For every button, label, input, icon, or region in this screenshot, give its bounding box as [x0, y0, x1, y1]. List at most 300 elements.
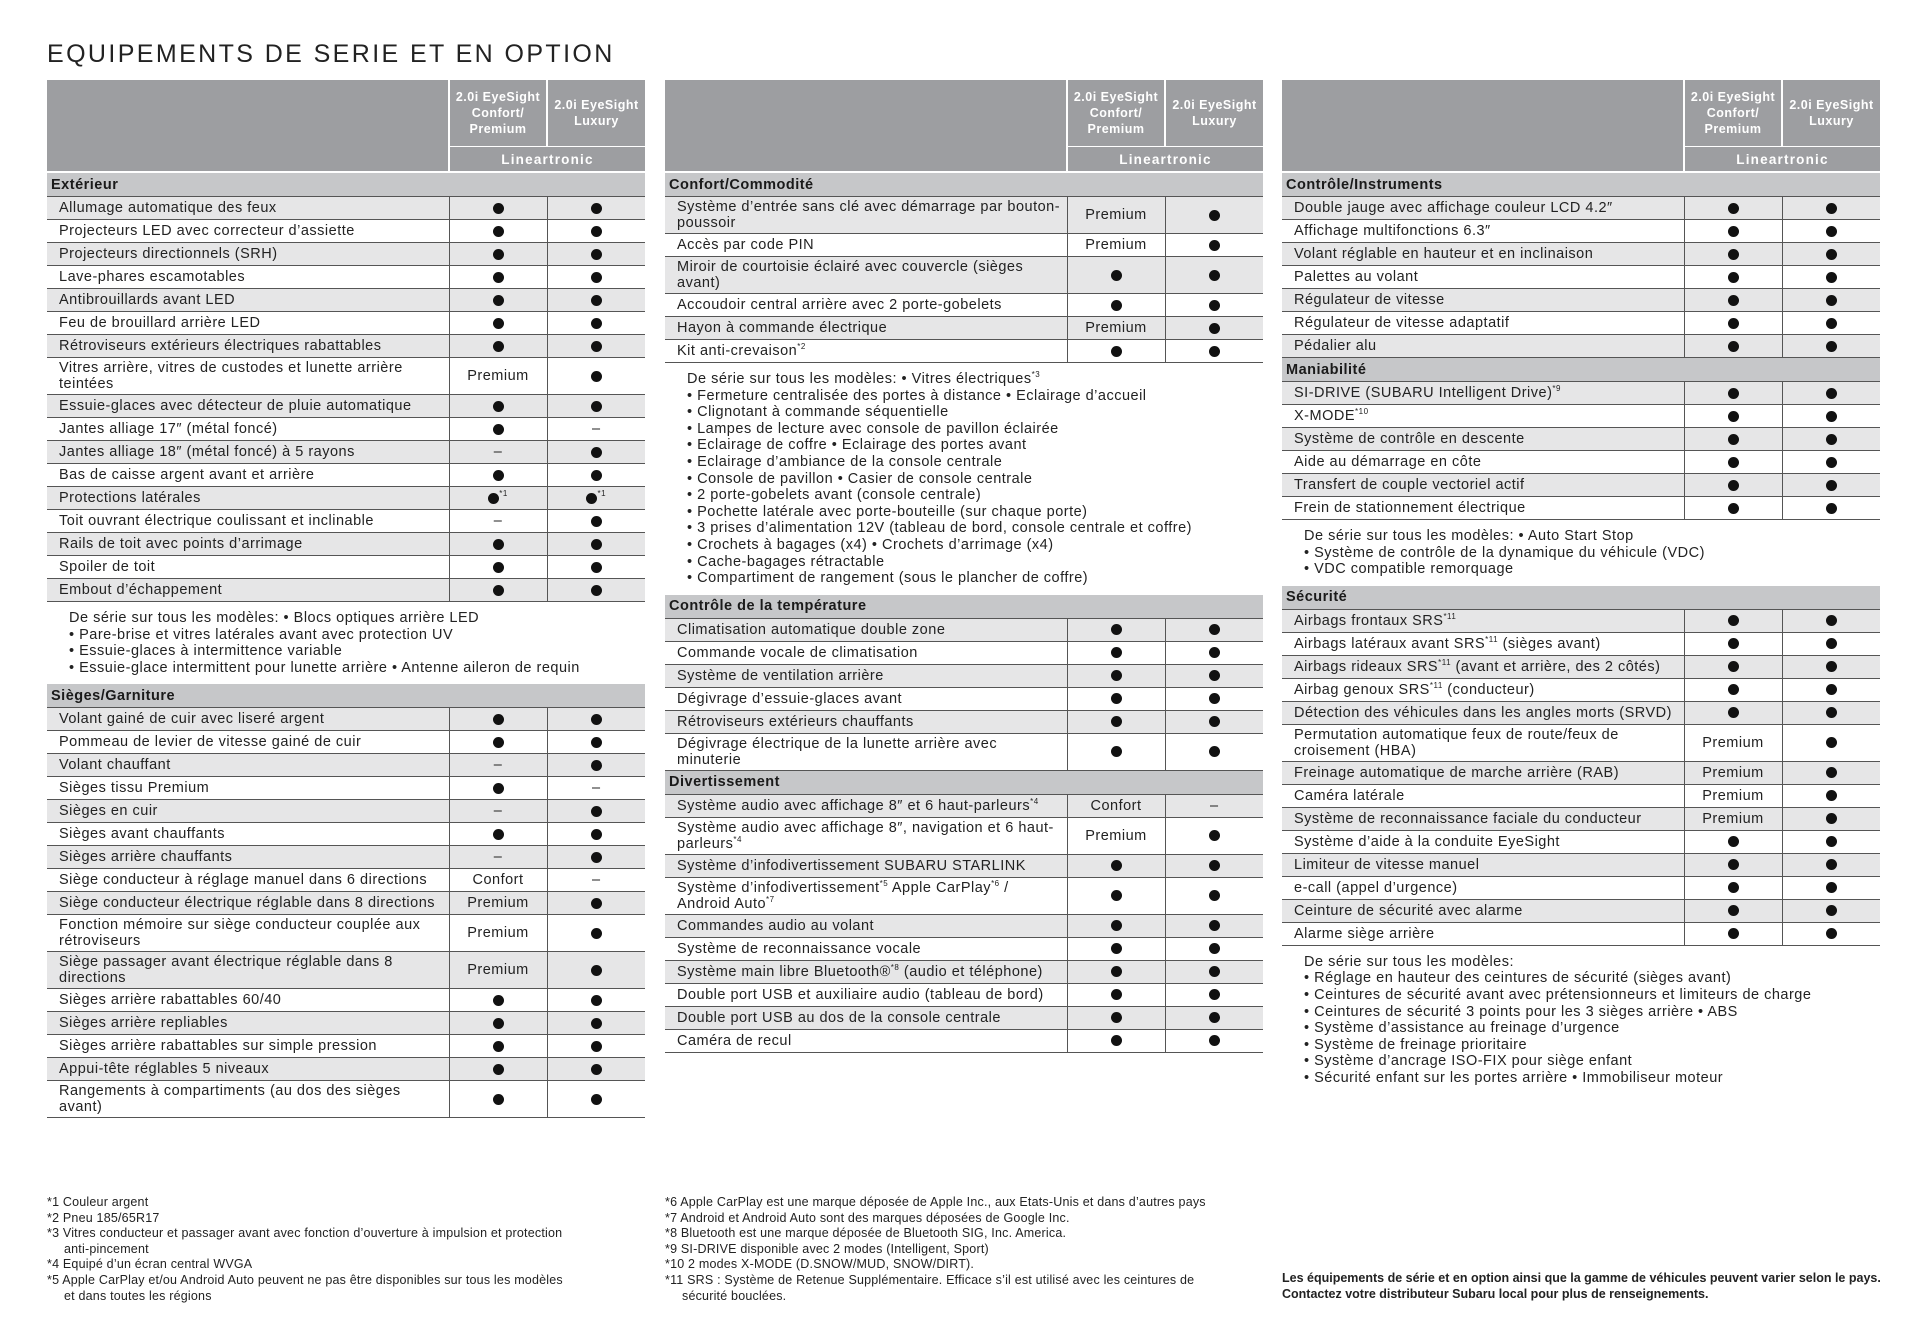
value-confort-premium: Premium — [449, 892, 547, 915]
included-dot-icon — [591, 852, 602, 863]
included-dot-icon — [1826, 684, 1837, 695]
included-dot-icon — [1826, 615, 1837, 626]
table-row — [665, 794, 1263, 817]
included-dot-icon — [493, 272, 504, 283]
table-row — [665, 817, 1263, 854]
table-row — [47, 335, 645, 358]
feature-name: Commandes audio au volant — [665, 914, 1067, 937]
included-dot-icon — [493, 318, 504, 329]
value-luxury — [547, 800, 645, 823]
feature-name: Sièges arrière rabattables sur simple pression — [47, 1035, 449, 1058]
value-confort-premium — [1067, 1029, 1165, 1052]
value-confort-premium — [449, 197, 547, 220]
footnote-line: *10 2 modes X-MODE (D.SNOW/MUD, SNOW/DIRT). — [665, 1257, 975, 1272]
value-luxury: *1 — [547, 487, 645, 510]
feature-name: Régulateur de vitesse — [1282, 289, 1684, 312]
footnote-line: *1 Couleur argent — [47, 1195, 149, 1209]
included-dot-icon — [1111, 716, 1122, 727]
footnote-line: *2 Pneu 185/65R17 — [47, 1210, 160, 1225]
included-dot-icon — [591, 1064, 602, 1075]
table-row — [665, 733, 1263, 770]
value-confort-premium — [449, 418, 547, 441]
feature-name: Rangements à compartiments (au dos des sièges avant) — [47, 1081, 449, 1118]
value-confort-premium — [449, 1012, 547, 1035]
value-confort-premium — [1684, 335, 1782, 358]
included-dot-icon — [1111, 746, 1122, 757]
included-dot-icon — [591, 341, 602, 352]
section-title: Contrôle/Instruments — [1282, 173, 1880, 197]
included-dot-icon — [1111, 670, 1122, 681]
value-luxury — [547, 708, 645, 731]
included-dot-icon — [1728, 272, 1739, 283]
feature-name: Aide au démarrage en côte — [1282, 451, 1684, 474]
spec-column-3 — [1282, 80, 1880, 1095]
value-luxury — [1782, 853, 1880, 876]
included-dot-icon — [493, 714, 504, 725]
value-luxury: – — [547, 869, 645, 892]
feature-name: Permutation automatique feux de route/feux de croisement (HBA) — [1282, 724, 1684, 761]
included-dot-icon — [1826, 661, 1837, 672]
table-row — [47, 731, 645, 754]
value-confort-premium — [1684, 405, 1782, 428]
included-dot-icon — [1826, 457, 1837, 468]
feature-name: Système audio avec affichage 8″, navigation et 6 haut-parleurs$^{*4}$ — [665, 817, 1067, 854]
footnote-line: *8 Bluetooth est une marque déposée de Bluetooth SIG, Inc. America. — [665, 1226, 1067, 1241]
feature-name: Climatisation automatique double zone — [665, 618, 1067, 641]
table-row — [47, 556, 645, 579]
included-dot-icon — [1209, 716, 1220, 727]
feature-name: Double jauge avec affichage couleur LCD 4.2″ — [1282, 197, 1684, 220]
value-confort-premium — [1684, 678, 1782, 701]
disclaimer: Les équipements de série et en option ainsi que la gamme de véhicules peuvent varier selon le pays. Contactez votre distributeur Subaru local pour plus de renseignements. — [1282, 1271, 1881, 1301]
table-row — [1282, 451, 1880, 474]
table-row — [47, 487, 645, 510]
included-dot-icon — [1728, 480, 1739, 491]
value-confort-premium — [1067, 257, 1165, 294]
value-luxury — [1782, 405, 1880, 428]
table-row — [665, 234, 1263, 257]
table-row — [1282, 807, 1880, 830]
included-dot-icon — [1728, 341, 1739, 352]
value-confort-premium — [1684, 220, 1782, 243]
table-row — [47, 395, 645, 418]
table-row — [47, 823, 645, 846]
included-dot-icon — [1728, 707, 1739, 718]
table-row — [665, 877, 1263, 914]
feature-name: Système de contrôle en descente — [1282, 428, 1684, 451]
included-dot-icon — [1826, 434, 1837, 445]
feature-name: Système audio avec affichage 8″ et 6 haut-parleurs$^{*4}$ — [665, 794, 1067, 817]
included-dot-icon — [591, 1094, 602, 1105]
table-row — [47, 869, 645, 892]
included-dot-icon — [1826, 767, 1837, 778]
included-dot-icon — [1111, 346, 1122, 357]
value-luxury — [547, 846, 645, 869]
value-luxury — [547, 266, 645, 289]
feature-name: Allumage automatique des feux — [47, 197, 449, 220]
included-dot-icon — [1826, 737, 1837, 748]
value-luxury — [547, 395, 645, 418]
included-dot-icon — [1826, 295, 1837, 306]
feature-name: e-call (appel d’urgence) — [1282, 876, 1684, 899]
table-row — [47, 800, 645, 823]
variant-header-luxury: 2.0i EyeSight Luxury — [1782, 80, 1880, 147]
included-dot-icon — [1728, 503, 1739, 514]
value-luxury — [547, 464, 645, 487]
included-dot-icon — [1111, 1012, 1122, 1023]
table-row — [665, 664, 1263, 687]
table-row — [1282, 220, 1880, 243]
feature-name: Régulateur de vitesse adaptatif — [1282, 312, 1684, 335]
value-luxury — [1782, 266, 1880, 289]
included-dot-icon — [1826, 638, 1837, 649]
value-confort-premium — [1684, 899, 1782, 922]
included-dot-icon — [493, 424, 504, 435]
value-luxury — [1165, 914, 1263, 937]
value-luxury: – — [547, 418, 645, 441]
table-row — [47, 441, 645, 464]
note-line: De série sur tous les modèles: — [1304, 953, 1515, 970]
footnotes-middle — [665, 1195, 1206, 1304]
note-line: • Eclairage de coffre • Eclairage des portes avant — [687, 437, 1027, 454]
value-confort-premium — [1067, 687, 1165, 710]
included-dot-icon — [493, 562, 504, 573]
value-confort-premium: Premium — [1684, 807, 1782, 830]
value-luxury — [1165, 877, 1263, 914]
value-luxury — [547, 915, 645, 952]
included-dot-icon — [1209, 746, 1220, 757]
included-dot-icon — [493, 249, 504, 260]
value-luxury — [1782, 197, 1880, 220]
included-dot-icon — [591, 470, 602, 481]
feature-name: Jantes alliage 18″ (métal foncé) à 5 rayons — [47, 441, 449, 464]
feature-name: Projecteurs LED avec correcteur d’assiette — [47, 220, 449, 243]
included-dot-icon — [1111, 989, 1122, 1000]
footnote-line: *7 Android et Android Auto sont des marques déposées de Google Inc. — [665, 1210, 1070, 1225]
feature-name: Appui-tête réglables 5 niveaux — [47, 1058, 449, 1081]
included-dot-icon — [1728, 203, 1739, 214]
value-confort-premium: Premium — [449, 358, 547, 395]
value-luxury — [1165, 664, 1263, 687]
included-dot-icon — [1826, 905, 1837, 916]
note-line: • Système d’ancrage ISO-FIX pour siège enfant — [1304, 1053, 1633, 1070]
value-confort-premium — [1684, 497, 1782, 520]
note-line: • 3 prises d’alimentation 12V (tableau de bord, console centrale et coffre) — [687, 520, 1192, 537]
table-row — [47, 1058, 645, 1081]
included-dot-icon — [591, 1018, 602, 1029]
value-luxury — [1165, 294, 1263, 317]
value-confort-premium — [1067, 877, 1165, 914]
value-confort-premium: Premium — [449, 952, 547, 989]
included-dot-icon — [1728, 411, 1739, 422]
feature-name: Dégivrage électrique de la lunette arrière avec minuterie — [665, 733, 1067, 770]
note-line: De série sur tous les modèles: • Auto Start Stop — [1304, 528, 1634, 544]
feature-name: Kit anti-crevaison$^{*2}$ — [665, 340, 1067, 363]
note-line: De série sur tous les modèles: • Blocs optiques arrière LED — [69, 610, 480, 626]
value-luxury — [1782, 335, 1880, 358]
included-dot-icon — [1826, 707, 1837, 718]
variant-header-confort-premium: 2.0i EyeSight Confort/ Premium — [1067, 80, 1165, 147]
included-dot-icon — [591, 539, 602, 550]
note-line: • Cache-bagages rétractable — [687, 553, 885, 570]
feature-name: Antibrouillards avant LED — [47, 289, 449, 312]
included-dot-icon — [493, 539, 504, 550]
included-dot-icon — [591, 829, 602, 840]
note-line: • Essuie-glaces à intermittence variable — [69, 643, 343, 660]
note-line: • Compartiment de rangement (sous le plancher de coffre) — [687, 570, 1089, 587]
included-dot-icon — [1111, 270, 1122, 281]
table-row — [1282, 497, 1880, 520]
footnote-line: *5 Apple CarPlay et/ou Android Auto peuvent ne pas être disponibles sur tous les modèles — [47, 1272, 563, 1287]
value-confort-premium — [1067, 960, 1165, 983]
value-confort-premium — [1684, 474, 1782, 497]
value-luxury — [1165, 197, 1263, 234]
note-line: • Ceintures de sécurité avant avec prétensionneurs et limiteurs de charge — [1304, 986, 1812, 1003]
included-dot-icon — [1728, 836, 1739, 847]
value-luxury — [1782, 474, 1880, 497]
value-confort-premium — [1684, 266, 1782, 289]
variant-header-confort-premium: 2.0i EyeSight Confort/ Premium — [1684, 80, 1782, 147]
included-dot-icon — [1826, 813, 1837, 824]
section-title: Divertissement — [665, 770, 1263, 794]
table-row — [47, 266, 645, 289]
feature-name: Siège conducteur à réglage manuel dans 6 directions — [47, 869, 449, 892]
value-luxury — [1782, 807, 1880, 830]
table-row — [47, 1012, 645, 1035]
value-luxury — [1782, 451, 1880, 474]
value-luxury: – — [1165, 794, 1263, 817]
value-luxury — [547, 358, 645, 395]
included-dot-icon — [591, 585, 602, 596]
footnotes-left — [47, 1195, 563, 1304]
table-row — [665, 687, 1263, 710]
value-confort-premium — [449, 243, 547, 266]
value-luxury — [547, 533, 645, 556]
spec-table — [47, 80, 645, 1118]
spec-table — [1282, 80, 1880, 1095]
value-luxury — [1782, 876, 1880, 899]
feature-name: Sièges en cuir — [47, 800, 449, 823]
included-dot-icon — [493, 203, 504, 214]
table-row — [1282, 428, 1880, 451]
included-dot-icon — [1826, 226, 1837, 237]
table-row — [47, 1081, 645, 1118]
value-confort-premium — [1684, 853, 1782, 876]
included-dot-icon — [1826, 790, 1837, 801]
value-confort-premium — [1684, 243, 1782, 266]
included-dot-icon — [1111, 943, 1122, 954]
table-row — [665, 340, 1263, 363]
value-luxury — [1165, 854, 1263, 877]
table-row — [1282, 243, 1880, 266]
note-line: • Réglage en hauteur des ceintures de sécurité (sièges avant) — [1304, 970, 1732, 987]
table-row — [47, 892, 645, 915]
feature-name: Double port USB et auxiliaire audio (tableau de bord) — [665, 983, 1067, 1006]
feature-name: Rétroviseurs extérieurs électriques rabattables — [47, 335, 449, 358]
value-luxury — [1165, 710, 1263, 733]
feature-name: Alarme siège arrière — [1282, 922, 1684, 945]
note-line: • Système de freinage prioritaire — [1304, 1036, 1528, 1053]
header-blank — [665, 80, 1067, 171]
value-luxury — [1165, 733, 1263, 770]
included-dot-icon — [493, 995, 504, 1006]
table-row — [665, 1006, 1263, 1029]
included-dot-icon — [591, 401, 602, 412]
value-luxury — [547, 1058, 645, 1081]
feature-name: Sièges arrière chauffants — [47, 846, 449, 869]
included-dot-icon — [591, 371, 602, 382]
value-confort-premium — [1067, 294, 1165, 317]
table-row — [1282, 335, 1880, 358]
feature-name: Ceinture de sécurité avec alarme — [1282, 899, 1684, 922]
value-luxury — [1782, 497, 1880, 520]
table-row — [1282, 197, 1880, 220]
table-row — [665, 618, 1263, 641]
value-luxury — [547, 892, 645, 915]
note-line: • Fermeture centralisée des portes à distance • Eclairage d’accueil — [687, 387, 1147, 404]
value-luxury — [1782, 243, 1880, 266]
feature-name: Bas de caisse argent avant et arrière — [47, 464, 449, 487]
included-dot-icon — [1111, 647, 1122, 658]
included-dot-icon — [591, 272, 602, 283]
value-confort-premium: Confort — [1067, 794, 1165, 817]
included-dot-icon — [1728, 615, 1739, 626]
value-confort-premium: – — [449, 510, 547, 533]
value-confort-premium: – — [449, 754, 547, 777]
value-luxury — [1782, 220, 1880, 243]
section-title: Extérieur — [47, 173, 645, 197]
included-dot-icon — [1209, 346, 1220, 357]
included-dot-icon — [493, 1094, 504, 1105]
value-luxury — [1165, 618, 1263, 641]
value-luxury — [547, 335, 645, 358]
table-row — [47, 197, 645, 220]
value-confort-premium: Premium — [1684, 784, 1782, 807]
header-blank — [1282, 80, 1684, 171]
included-dot-icon — [1209, 624, 1220, 635]
feature-name: Système de reconnaissance faciale du conducteur — [1282, 807, 1684, 830]
value-luxury — [547, 441, 645, 464]
included-dot-icon — [1209, 1012, 1220, 1023]
included-dot-icon — [1728, 249, 1739, 260]
included-dot-icon — [1826, 411, 1837, 422]
included-dot-icon — [493, 295, 504, 306]
value-confort-premium — [1067, 733, 1165, 770]
included-dot-icon — [1111, 860, 1122, 871]
feature-name: Essuie-glaces avec détecteur de pluie automatique — [47, 395, 449, 418]
included-dot-icon — [1826, 836, 1837, 847]
included-dot-icon — [1826, 388, 1837, 399]
table-row — [665, 983, 1263, 1006]
feature-name: Sièges arrière rabattables 60/40 — [47, 989, 449, 1012]
table-row — [1282, 405, 1880, 428]
feature-name: Système d’entrée sans clé avec démarrage par bouton-poussoir — [665, 197, 1067, 234]
included-dot-icon — [1728, 905, 1739, 916]
table-row — [47, 533, 645, 556]
feature-name: Détection des véhicules dans les angles morts (SRVD) — [1282, 701, 1684, 724]
included-dot-icon — [1209, 890, 1220, 901]
transmission-header: Lineartronic — [449, 147, 645, 172]
table-row — [47, 1035, 645, 1058]
included-dot-icon — [493, 737, 504, 748]
value-confort-premium: *1 — [449, 487, 547, 510]
variant-header-confort-premium: 2.0i EyeSight Confort/ Premium — [449, 80, 547, 147]
included-dot-icon — [1209, 270, 1220, 281]
value-confort-premium: Premium — [1684, 761, 1782, 784]
feature-name: Siège conducteur électrique réglable dans 8 directions — [47, 892, 449, 915]
included-dot-icon — [591, 898, 602, 909]
feature-name: Pommeau de levier de vitesse gainé de cuir — [47, 731, 449, 754]
table-row — [1282, 312, 1880, 335]
variant-header-luxury: 2.0i EyeSight Luxury — [547, 80, 645, 147]
feature-name: Sièges avant chauffants — [47, 823, 449, 846]
value-luxury — [1782, 899, 1880, 922]
value-luxury — [547, 989, 645, 1012]
value-luxury — [1782, 701, 1880, 724]
feature-name: Transfert de couple vectoriel actif — [1282, 474, 1684, 497]
value-confort-premium — [1067, 641, 1165, 664]
value-confort-premium — [449, 708, 547, 731]
value-luxury — [547, 312, 645, 335]
value-luxury — [1165, 983, 1263, 1006]
feature-name: Rails de toit avec points d’arrimage — [47, 533, 449, 556]
spec-column-1 — [47, 80, 645, 1118]
table-row — [1282, 266, 1880, 289]
feature-name: Airbags frontaux SRS$^{*11}$ — [1282, 609, 1684, 632]
value-confort-premium — [449, 395, 547, 418]
included-dot-icon — [591, 203, 602, 214]
value-confort-premium — [1684, 289, 1782, 312]
feature-name: Volant gainé de cuir avec liseré argent — [47, 708, 449, 731]
included-dot-icon — [1728, 661, 1739, 672]
included-dot-icon — [1728, 684, 1739, 695]
value-confort-premium — [1067, 854, 1165, 877]
footnote-line: sécurité bouclées. — [682, 1288, 787, 1303]
included-dot-icon — [591, 226, 602, 237]
value-luxury — [1782, 724, 1880, 761]
value-confort-premium — [449, 266, 547, 289]
included-dot-icon — [1209, 240, 1220, 251]
value-luxury — [1782, 678, 1880, 701]
included-dot-icon — [1209, 693, 1220, 704]
value-luxury — [1165, 817, 1263, 854]
value-luxury — [1165, 687, 1263, 710]
included-dot-icon — [1209, 647, 1220, 658]
note-line: • Sécurité enfant sur les portes arrière • Immobiliseur moteur — [1304, 1069, 1724, 1086]
note-line: • Console de pavillon • Casier de console centrale — [687, 470, 1033, 487]
feature-name: Airbags latéraux avant SRS$^{*11}$ (sièges avant) — [1282, 632, 1684, 655]
value-confort-premium — [1067, 1006, 1165, 1029]
included-dot-icon — [591, 965, 602, 976]
note-line: • Crochets à bagages (x4) • Crochets d’arrimage (x4) — [687, 536, 1054, 553]
feature-name: Caméra latérale — [1282, 784, 1684, 807]
included-dot-icon — [591, 295, 602, 306]
value-confort-premium — [1684, 830, 1782, 853]
note-line: • Pochette latérale avec porte-bouteille (sur chaque porte) — [687, 503, 1088, 520]
note-line: • Système de contrôle de la dynamique du véhicule (VDC) — [1304, 544, 1705, 561]
feature-name: Limiteur de vitesse manuel — [1282, 853, 1684, 876]
spec-table — [665, 80, 1263, 1053]
included-dot-icon — [493, 401, 504, 412]
included-dot-icon — [1209, 989, 1220, 1000]
table-row — [1282, 853, 1880, 876]
feature-name: Palettes au volant — [1282, 266, 1684, 289]
value-confort-premium: Premium — [1067, 234, 1165, 257]
value-confort-premium — [449, 464, 547, 487]
value-confort-premium: – — [449, 800, 547, 823]
included-dot-icon — [1209, 300, 1220, 311]
feature-name: Embout d’échappement — [47, 579, 449, 602]
